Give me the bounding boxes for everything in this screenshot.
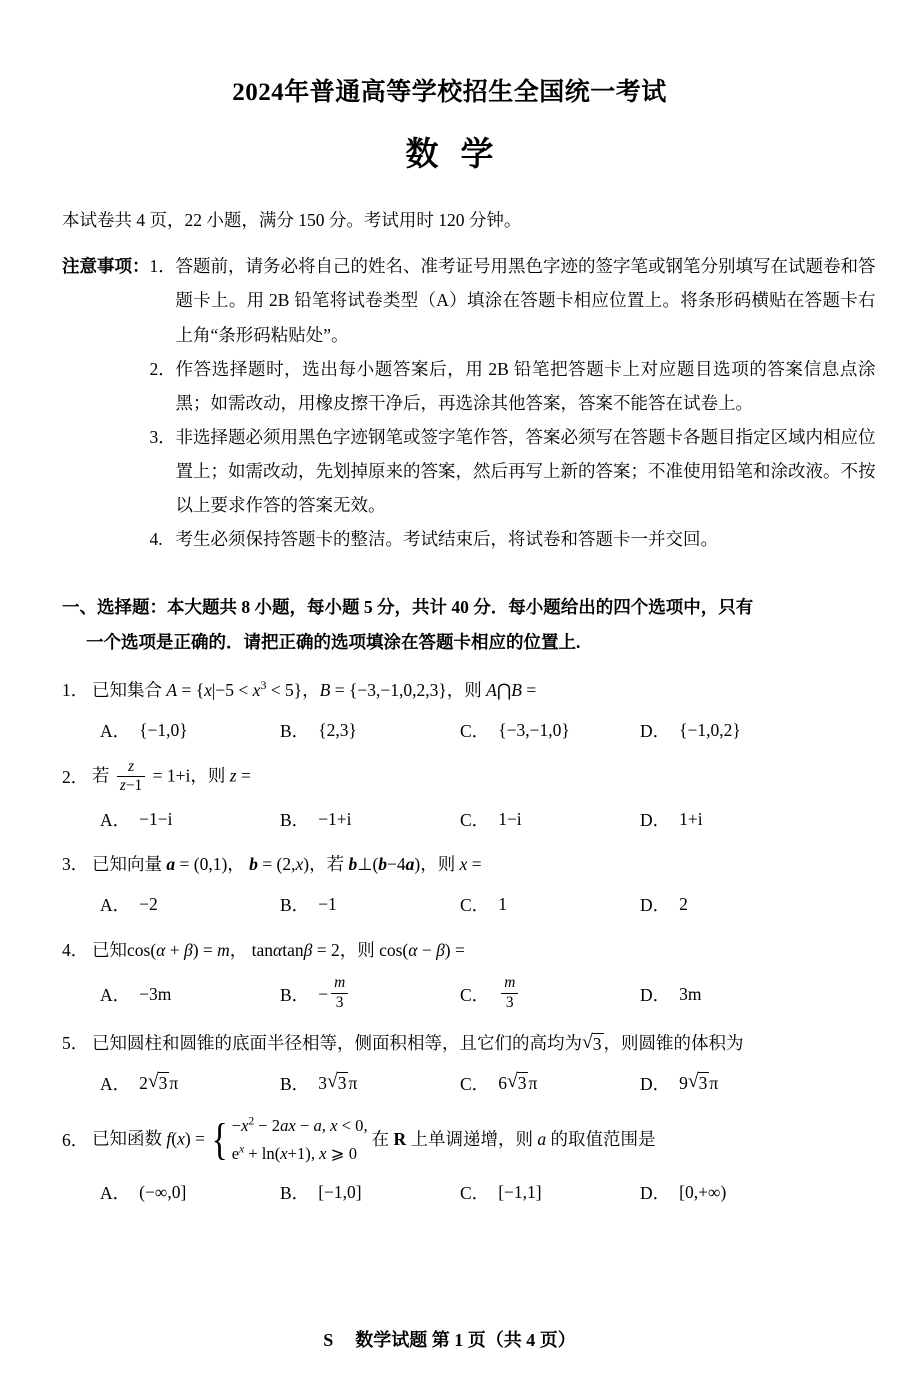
sqrt-3: √ 3: [147, 1070, 168, 1093]
question-2: [62, 760, 899, 833]
option-b[interactable]: B． {2,3}: [280, 719, 357, 741]
sqrt-3: √ 3: [326, 1070, 347, 1093]
question-number: 6．: [62, 1129, 89, 1150]
fraction-m-over-3: $\frac{m}{3}$: [331, 975, 348, 1010]
notice-item-text: 考生必须保持答题卡的整洁。考试结束后，将试卷和答题卡一并交回。: [175, 529, 718, 550]
page-footer: [0, 1326, 899, 1352]
notice-item-number: 4.: [149, 529, 163, 550]
notice-items: [150, 249, 899, 556]
option-a[interactable]: A． {−1,0}: [100, 719, 188, 741]
notice-item: [150, 249, 899, 351]
question-stem: 已知圆柱和圆锥的底面半径相等，侧面积相等，且它们的高均为 √ 3 ，则圆锥的体积为: [92, 1032, 744, 1055]
question-stem: 已知集合 $A = \{x|-5 < x^3 < 5\}$，B = {−3,−1,0,2,3}，则 A⋂B =: [92, 677, 537, 700]
question-number: 1．: [62, 679, 89, 700]
section-heading-choice: [62, 590, 822, 658]
notice-item-number: 1．: [149, 256, 176, 277]
notice-item-number: 3．: [149, 426, 176, 447]
question-options: [62, 716, 899, 744]
question-options: [62, 805, 899, 833]
option-c[interactable]: C． 1: [460, 894, 507, 916]
question-5: [62, 1028, 899, 1098]
question-stem: 已知向量 a = (0,1)， b = (2,x)，若 b⊥(b−4a)，则 x =: [92, 854, 482, 875]
footer-paper-mark: S: [323, 1330, 334, 1350]
notice-item: [150, 420, 899, 522]
question-stem: 已知函数 f(x) = { $-x^2 - 2ax - a$, x < 0, $e^x + \ln(x+1)$, x ⩾ 0 在 R 上单调递增，则 a 的取值范围是: [92, 1113, 899, 1168]
option-b[interactable]: B． −1: [280, 894, 337, 916]
question-options: [62, 891, 899, 919]
notice-item-number: 2．: [149, 358, 176, 379]
question-options: [62, 976, 899, 1011]
option-d[interactable]: D． 1+i: [640, 808, 703, 830]
option-d[interactable]: D． 9 √ 3 π: [640, 1070, 719, 1094]
option-b[interactable]: B． − $\frac{m}{3}$: [280, 976, 460, 1011]
question-options: [62, 1178, 899, 1206]
option-a[interactable]: A． −1−i: [100, 808, 173, 830]
option-b[interactable]: B． [−1,0]: [280, 1181, 362, 1203]
sqrt-3: √ 3: [687, 1070, 708, 1093]
notice-item: [150, 522, 899, 556]
question-6: [62, 1113, 899, 1206]
option-c[interactable]: C． [−1,1]: [460, 1181, 542, 1203]
option-c[interactable]: C． {−3,−1,0}: [460, 719, 570, 741]
option-d[interactable]: D． [0,+∞): [640, 1181, 727, 1203]
piecewise-function: [209, 1112, 367, 1167]
option-c[interactable]: C． $\frac{m}{3}$: [460, 976, 640, 1011]
fraction-z-over-z-minus-1: $\frac{z}{z-1}$: [117, 759, 145, 794]
option-b[interactable]: B． 3 √ 3 π: [280, 1070, 358, 1094]
notice-item-text: 答题前，请务必将自己的姓名、准考证号用黑色字迹的签字笔或钢笔分别填写在试题卷和答题卡上。用 2B 铅笔将试卷类型（A）填涂在答题卡相应位置上。将条形码横贴在答题卡右上角“条形码粘贴处”。: [175, 256, 876, 345]
section-heading-line1: 一、选择题：本大题共 8 小题，每小题 5 分，共计 40 分．每小题给出的四个选项中，只有: [62, 597, 754, 618]
question-number: 3．: [62, 854, 89, 875]
option-a[interactable]: A． 2 √ 3 π: [100, 1070, 179, 1094]
piecewise-case-1: $-x^2 - 2ax - a$, x < 0,: [231, 1115, 368, 1136]
notice-item-text: 作答选择题时，选出每小题答案后，用 2B 铅笔把答题卡上对应题目选项的答案信息点涂黑；如需改动，用橡皮擦干净后，再选涂其他答案，答案不能答在试卷上。: [175, 358, 876, 413]
sqrt-3: √ 3: [582, 1032, 602, 1055]
option-a[interactable]: A． (−∞,0]: [100, 1181, 187, 1203]
exam-info-line: 本试卷共 4 页，22 小题，满分 150 分。考试用时 120 分钟。: [62, 210, 522, 230]
footer-page-label: 数学试题 第 1 页（共 4 页）: [355, 1330, 576, 1350]
question-4: [62, 935, 899, 1012]
notice-item: [150, 352, 899, 420]
section-heading-line2: 一个选项是正确的．请把正确的选项填涂在答题卡相应的位置上.: [86, 631, 581, 652]
piecewise-case-2: $e^x + \ln(x+1)$, x ⩾ 0: [231, 1143, 358, 1163]
sqrt-3: √ 3: [506, 1070, 527, 1093]
question-number: 5．: [62, 1032, 89, 1053]
question-stem: 若 $\frac{z}{z-1}$ = 1+i，则 z =: [92, 758, 251, 795]
fraction-m-over-3: $\frac{m}{3}$: [501, 975, 518, 1010]
option-d[interactable]: D． 2: [640, 894, 688, 916]
question-stem: 已知cos(α + β) = m， tanαtanβ = 2，则 cos(α − β) =: [92, 939, 465, 960]
question-number: 2．: [62, 767, 89, 788]
question-options: [62, 1069, 899, 1097]
notice-item-text: 非选择题必须用黑色字迹钢笔或签字笔作答，答案必须写在答题卡各题目指定区域内相应位置上；如需改动，先划掉原来的答案，然后再写上新的答案；不准使用铅笔和涂改液。不按以上要求作答的答案无效。: [175, 426, 876, 516]
option-d[interactable]: D． 3m: [640, 983, 702, 1005]
question-3: [62, 849, 899, 919]
option-c[interactable]: C． 1−i: [460, 808, 522, 830]
question-number: 4．: [62, 939, 89, 960]
option-a[interactable]: A． −3m: [100, 983, 172, 1005]
notice-label: 注意事项：: [62, 256, 150, 277]
page-title: 2024年普通高等学校招生全国统一考试: [232, 79, 667, 106]
notice-block: [62, 249, 899, 556]
option-d[interactable]: D． {−1,0,2}: [640, 719, 741, 741]
subject-title: 数学: [405, 137, 516, 173]
option-b[interactable]: B． −1+i: [280, 808, 352, 830]
option-c[interactable]: C． 6 √ 3 π: [460, 1070, 538, 1094]
option-a[interactable]: A． −2: [100, 894, 158, 916]
question-1: [62, 675, 899, 745]
left-brace-icon: {: [211, 1114, 229, 1165]
